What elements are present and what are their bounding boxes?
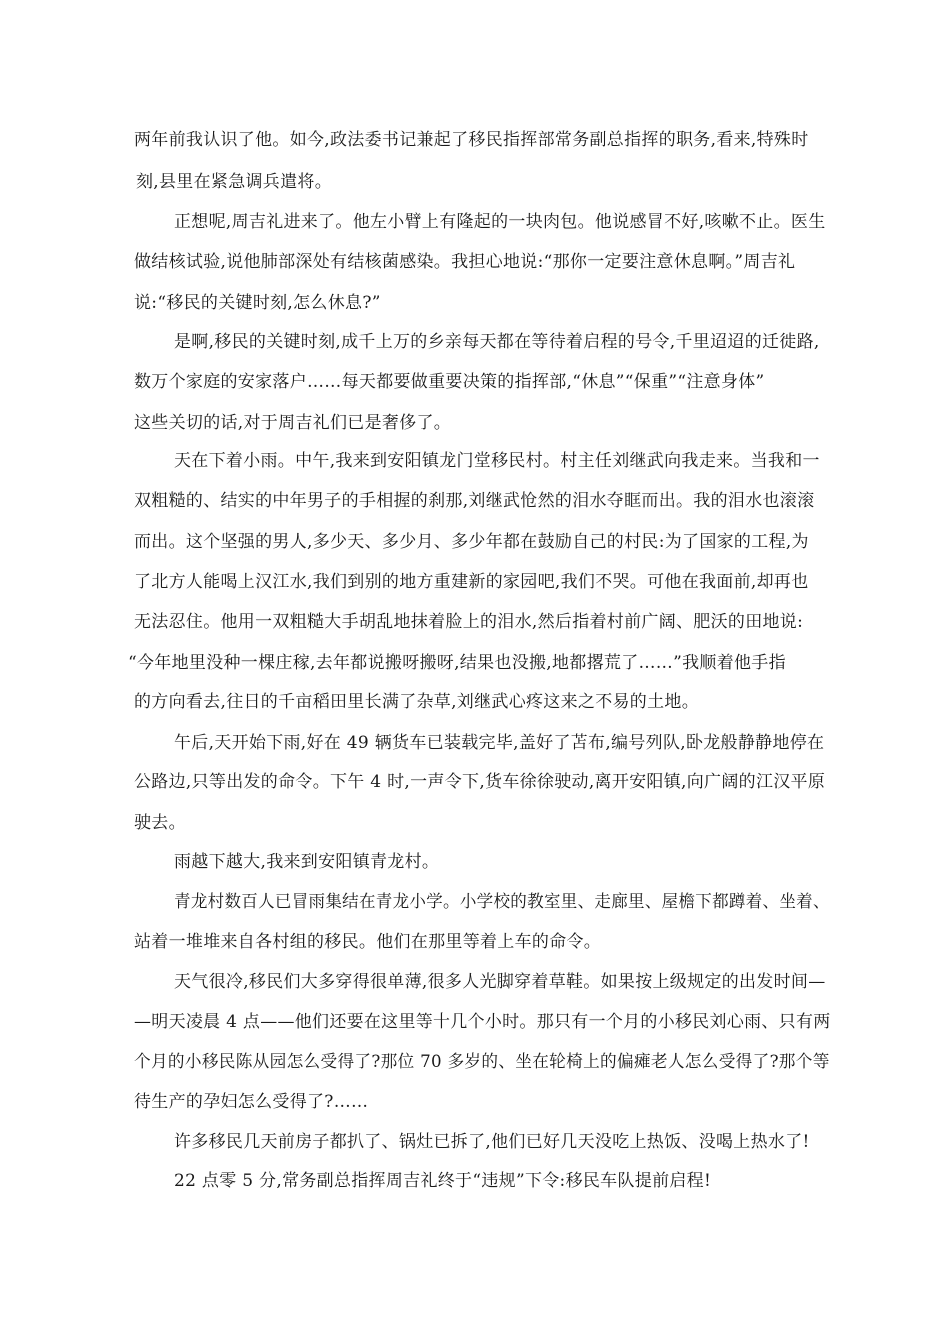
text-line: 午后,天开始下雨,好在 49 辆货车已装载完毕,盖好了苫布,编号列队,卧龙般静静地停在: [174, 733, 825, 753]
text-line: 无法忍住。他用一双粗糙大手胡乱地抹着脸上的泪水,然后指着村前广阔、肥沃的田地说:: [134, 612, 804, 632]
text-line: 站着一堆堆来自各村组的移民。他们在那里等着上车的命令。: [134, 932, 602, 952]
text-line: 两年前我认识了他。如今,政法委书记兼起了移民指挥部常务副总指挥的职务,看来,特殊时: [134, 130, 809, 150]
text-line: 这些关切的话,对于周吉礼们已是奢侈了。: [134, 413, 452, 433]
text-line: 了北方人能喝上汉江水,我们到别的地方重建新的家园吧,我们不哭。可他在我面前,却再也: [134, 572, 809, 592]
text-line: 刻,县里在紧急调兵遣将。: [136, 172, 333, 192]
text-line: 驶去。: [134, 813, 186, 833]
text-line: 数万个家庭的安家落户……每天都要做重要决策的指挥部,“休息”“保重”“注意身体”: [134, 372, 765, 392]
text-line: 双粗糙的、结实的中年男子的手相握的刹那,刘继武怆然的泪水夺眶而出。我的泪水也滚滚: [134, 491, 815, 511]
text-line: “今年地里没种一棵庄稼,去年都说搬呀搬呀,结果也没搬,地都撂荒了……”我顺着他手指: [128, 653, 786, 673]
text-line: —明天凌晨 4 点——他们还要在这里等十几个小时。那只有一个月的小移民刘心雨、只有两: [134, 1012, 831, 1032]
text-line: 22 点零 5 分,常务副总指挥周吉礼终于“违规”下令:移民车队提前启程!: [174, 1171, 712, 1191]
text-line: 待生产的孕妇怎么受得了?……: [134, 1092, 369, 1112]
text-line: 做结核试验,说他肺部深处有结核菌感染。我担心地说:“那你一定要注意休息啊。”周吉礼: [134, 252, 796, 272]
text-line: 天气很冷,移民们大多穿得很单薄,很多人光脚穿着草鞋。如果按上级规定的出发时间—: [174, 972, 826, 992]
text-line: 是啊,移民的关键时刻,成千上万的乡亲每天都在等待着启程的号令,千里迢迢的迁徙路,: [174, 332, 820, 352]
text-line: 雨越下越大,我来到安阳镇青龙村。: [174, 852, 440, 872]
text-line: 的方向看去,往日的千亩稻田里长满了杂草,刘继武心疼这来之不易的土地。: [134, 692, 700, 712]
text-line: 个月的小移民陈从园怎么受得了?那位 70 多岁的、坐在轮椅上的偏瘫老人怎么受得了?那个等: [134, 1052, 830, 1072]
text-line: 说:“移民的关键时刻,怎么休息?”: [134, 293, 381, 313]
text-line: 正想呢,周吉礼进来了。他左小臂上有隆起的一块肉包。他说感冒不好,咳嗽不止。医生: [174, 212, 826, 232]
text-line: 天在下着小雨。中午,我来到安阳镇龙门堂移民村。村主任刘继武向我走来。当我和一: [174, 451, 820, 471]
text-line: 青龙村数百人已冒雨集结在青龙小学。小学校的教室里、走廊里、屋檐下都蹲着、坐着、: [174, 892, 830, 912]
text-line: 公路边,只等出发的命令。下午 4 时,一声令下,货车徐徐驶动,离开安阳镇,向广阔的江汉平原: [134, 772, 826, 792]
text-line: 而出。这个坚强的男人,多少天、多少月、多少年都在鼓励自己的村民:为了国家的工程,为: [134, 532, 809, 552]
text-line: 许多移民几天前房子都扒了、锅灶已拆了,他们已好几天没吃上热饭、没喝上热水了!: [174, 1132, 810, 1152]
